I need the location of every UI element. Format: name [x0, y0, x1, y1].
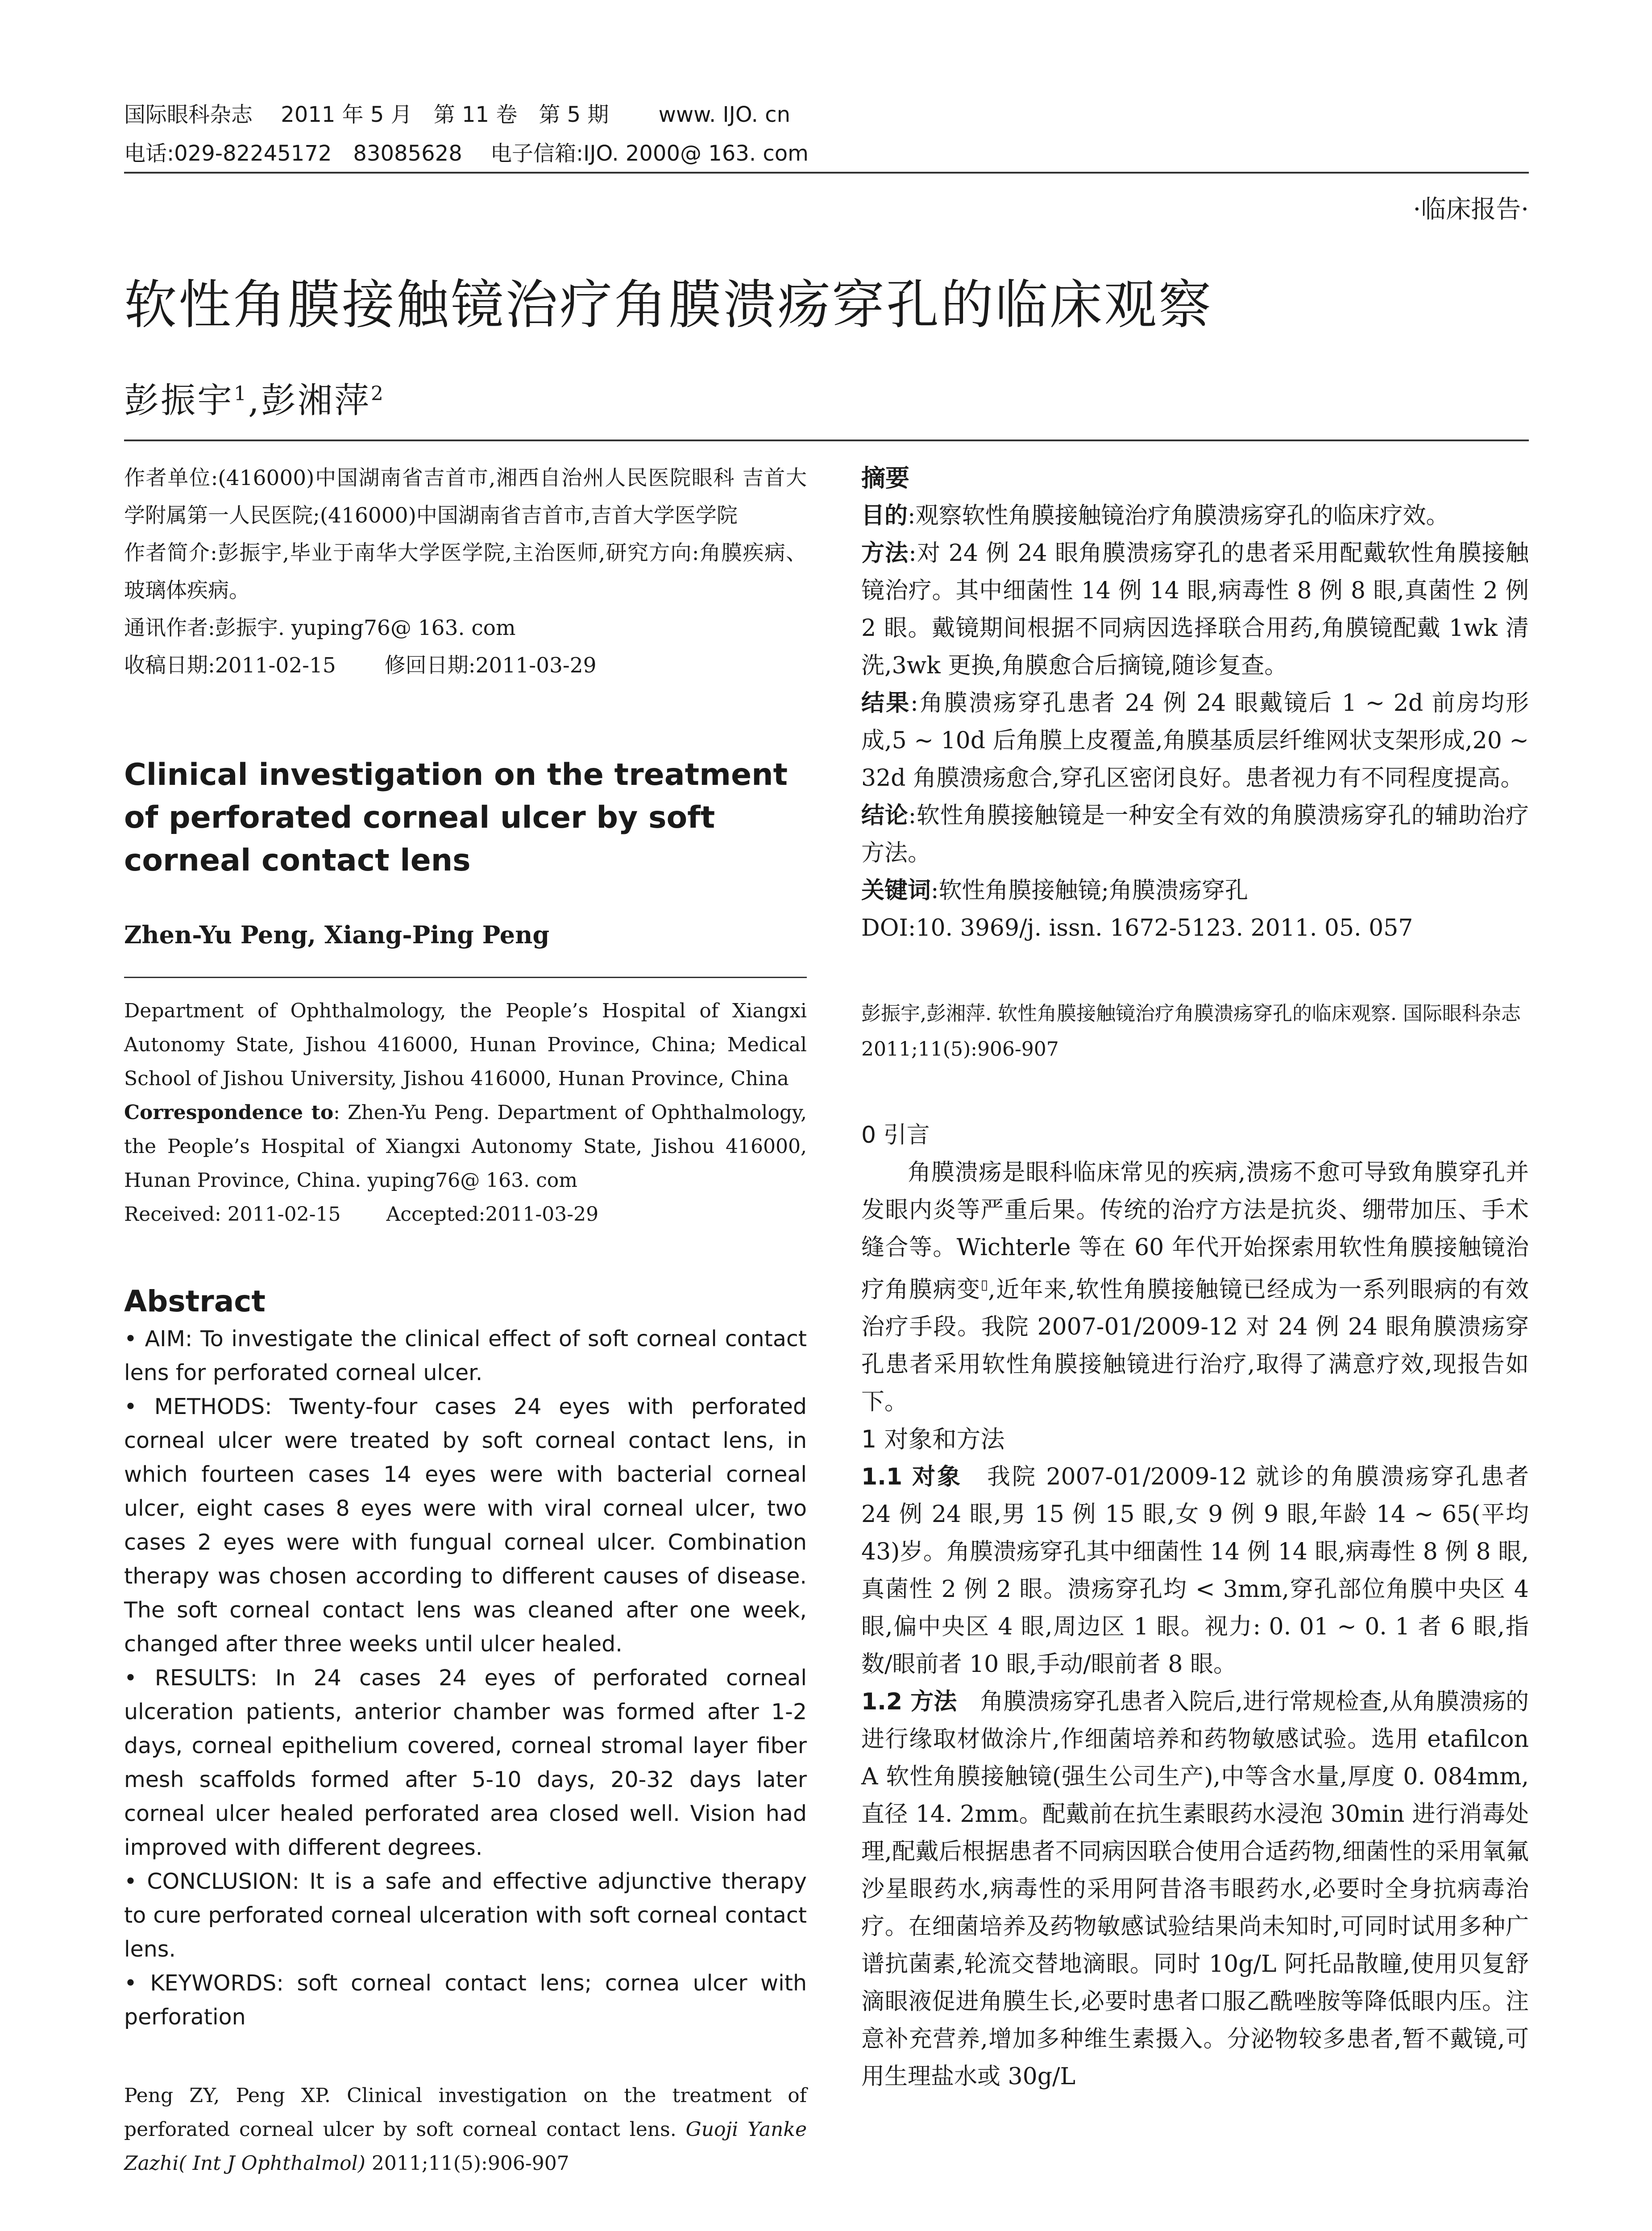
- abstract-cn: [861, 497, 1529, 947]
- abstract-cn-keywords: 关键词:软性角膜接触镜;角膜溃疡穿孔: [861, 877, 1249, 904]
- aim-label-cn: 目的: [861, 502, 908, 529]
- methods-heading: 1 对象和方法: [861, 1425, 1005, 1454]
- authors-rule: [124, 977, 807, 978]
- article-title-en: Clinical investigation on the treatment of perforated corneal ulcer by soft corneal contact lens: [124, 757, 788, 878]
- journal-header-line2: 电话:029-82245172 83085628 电子信箱:IJO. 2000@ 163. com: [124, 141, 809, 166]
- abstract-conclusion: • CONCLUSION: It is a safe and effective adjunctive therapy to cure perforated corneal ulceration with soft corneal contact lens.: [124, 1869, 807, 1962]
- author-1: 彭振宇: [124, 381, 234, 421]
- abstract-cn-results: 结果:角膜溃疡穿孔患者 24 例 24 眼戴镜后 1 ~ 2d 前房均形成,5 ~ 10d 后角膜上皮覆盖,角膜基质层纤维网状支架形成,20 ~ 32d 角膜溃疡愈合,穿孔区密闭良好。患者视力有不同程度提高。: [861, 690, 1529, 792]
- abstract-heading-cn: 摘要: [861, 464, 909, 492]
- subjects-label: 1.1 对象: [861, 1464, 963, 1491]
- article-title-cn: 软性角膜接触镜治疗角膜溃疡穿孔的临床观察: [124, 274, 1213, 336]
- method-paragraph: 1.2 方法 角膜溃疡穿孔患者入院后,进行常规检查,从角膜溃疡的进行缘取材做涂片,作细菌培养和药物敏感试验。选用 etafilcon A 软性角膜接触镜(强生公司生产),中等含水量,厚度 0. 084mm,直径 14. 2mm。配戴前在抗生素眼药水浸泡 30min 进行消毒处理,配戴后根据患者不同病因联合使用合适药物,细菌性的采用氧氟沙星眼药水,病毒性的采用阿昔洛韦眼药水,必要时全身抗病毒治疗。在细菌培养及药物敏感试验结果尚未知时,可同时试用多种广谱抗菌素,轮流交替地滴眼。同时 10g/L 阿托品散瞳,使用贝复舒滴眼液促进角膜生长,必要时患者口服乙酰唑胺等降低眼内压。注意补充营养,增加多种维生素摄入。分泌物较多患者,暂不戴镜,可用生理盐水或 30g/L: [861, 1688, 1529, 2090]
- citation-en-tail: 2011;11(5):906-907: [365, 2152, 569, 2175]
- intro-body: [861, 1154, 1529, 1421]
- abstract-cn-conclusion: 结论:软性角膜接触镜是一种安全有效的角膜溃疡穿孔的辅助治疗方法。: [861, 802, 1529, 867]
- abstract-cn-methods: 方法:对 24 例 24 眼角膜溃疡穿孔的患者采用配戴软性角膜接触镜治疗。其中细菌性 14 例 14 眼,病毒性 8 例 8 眼,真菌性 2 例 2 眼。戴镜期间根据不同病因选择联合用药,角膜镜配戴 1wk 清洗,3wk 更换,角膜愈合后摘镜,随诊复查。: [861, 540, 1529, 679]
- intro-paragraph: 角膜溃疡是眼科临床常见的疾病,溃疡不愈可导致角膜穿孔并发眼内炎等严重后果。传统的治疗方法是抗炎、绷带加压、手术缝合等。Wichterle 等在 60 年代开始探索用软性角膜接触镜治疗角膜病变▯,近年来,软性角膜接触镜已经成为一系列眼病的有效治疗手段。我院 2007-01/2009-12 对 24 例 24 眼角膜溃疡穿孔患者采用软性角膜接触镜进行治疗,取得了满意疗效,现报告如下。: [861, 1159, 1529, 1416]
- abstract-methods: • METHODS: Twenty-four cases 24 eyes with perforated corneal ulcer were treated by soft corneal contact lens, in which fourteen cases 14 eyes were with bacterial corneal ulcer, eight cases 8 eyes were with viral corneal ulcer, two cases 2 eyes were with fungual corneal ulcer. Combination therapy was chosen according to different causes of disease. The soft corneal contact lens was cleaned after one week, changed after three weeks until ulcer healed.: [124, 1394, 807, 1657]
- correspondence-en-text: : Zhen-Yu Peng. Department of Ophthalmology, the People’s Hospital of Xiangxi Autonomy State, Jishou 416000, Hunan Province, China. yuping76@ 163. com: [124, 1101, 807, 1192]
- keywords-label-cn: 关键词: [861, 877, 931, 904]
- header-rule: [124, 172, 1529, 174]
- title-rule: [124, 440, 1529, 441]
- method-label: 1.2 方法: [861, 1688, 957, 1716]
- abstract-results: • RESULTS: In 24 cases 24 eyes of perforated corneal ulceration patients, anterior chamber was formed after 1-2 days, corneal epithelium covered, corneal stromal layer fiber mesh scaffolds formed after 5-10 days, 20-32 days later corneal ulcer healed perforated area closed well. Vision had improved with different degrees.: [124, 1665, 807, 1860]
- abstract-cn-aim: 目的:观察软性角膜接触镜治疗角膜溃疡穿孔的临床疗效。: [861, 502, 1449, 529]
- bio-cn: 作者简介:彭振宇,毕业于南华大学医学院,主治医师,研究方向:角膜疾病、玻璃体疾病。: [124, 541, 807, 603]
- author-2-mark: 2: [370, 382, 385, 405]
- correspondence-cn: 通讯作者:彭振宇. yuping76@ 163. com: [124, 616, 516, 640]
- author-1-mark: 1: [234, 382, 249, 405]
- methods-label-cn: 方法: [861, 540, 909, 567]
- left-column: [124, 460, 807, 2181]
- affiliation-en: [124, 994, 807, 1232]
- conclusion-label-cn: 结论: [861, 802, 909, 829]
- dates-cn: 收稿日期:2011-02-15 修回日期:2011-03-29: [124, 653, 597, 678]
- citation-cn: 彭振宇,彭湘萍. 软性角膜接触镜治疗角膜溃疡穿孔的临床观察. 国际眼科杂志 2011;11(5):906-907: [861, 1002, 1521, 1061]
- section-tag: ·临床报告·: [1413, 195, 1529, 224]
- citation-en-journal: Guoji Yanke Zazhi( Int J Ophthalmol): [124, 2118, 807, 2175]
- authors-cn: [124, 373, 385, 423]
- results-label-cn: 结果: [861, 690, 911, 717]
- right-column: [861, 460, 1529, 2095]
- abstract-keywords: • KEYWORDS: soft corneal contact lens; cornea ulcer with perforation: [124, 1970, 807, 2030]
- author-separator: ,: [248, 381, 261, 421]
- doi: DOI:10. 3969/j. issn. 1672-5123. 2011. 05. 057: [861, 915, 1413, 941]
- affiliation-en-text: Department of Ophthalmology, the People’s Hospital of Xiangxi Autonomy State, Jishou 416000, Hunan Province, China; Medical School of Jishou University, Jishou 416000, Hunan Province, China: [124, 999, 807, 1090]
- intro-heading: 0 引言: [861, 1122, 930, 1149]
- subjects-paragraph: 1.1 对象 我院 2007-01/2009-12 就诊的角膜溃疡穿孔患者 24 例 24 眼,男 15 例 15 眼,女 9 例 9 眼,年龄 14 ~ 65(平均 43)岁。角膜溃疡穿孔其中细菌性 14 例 14 眼,病毒性 8 例 8 眼,真菌性 2 例 2 眼。溃疡穿孔均 < 3mm,穿孔部位角膜中央区 4 眼,偏中央区 4 眼,周边区 1 眼。视力: 0. 01 ~ 0. 1 者 6 眼,指数/眼前者 10 眼,手动/眼前者 8 眼。: [861, 1464, 1529, 1678]
- abstract-aim: • AIM: To investigate the clinical effect of soft corneal contact lens for perforated corneal ulcer.: [124, 1326, 807, 1385]
- abstract-heading-en: Abstract: [124, 1284, 266, 1319]
- reference-mark-icon: ▯: [980, 1277, 988, 1293]
- affiliation-cn: 作者单位:(416000)中国湖南省吉首市,湘西自治州人民医院眼科 吉首大学附属第一人民医院;(416000)中国湖南省吉首市,吉首大学医学院: [124, 466, 807, 528]
- dates-en: Received: 2011-02-15 Accepted:2011-03-29: [124, 1203, 599, 1226]
- author-info-cn: [124, 460, 807, 684]
- citation-en: [124, 2079, 807, 2181]
- author-2: 彭湘萍: [261, 381, 371, 421]
- abstract-en: [124, 1322, 807, 2034]
- journal-header-line1: 国际眼科杂志 2011 年 5 月 第 11 卷 第 5 期 www. IJO. cn: [124, 102, 790, 127]
- citation-en-text: Peng ZY, Peng XP. Clinical investigation on the treatment of perforated corneal ulcer by soft corneal contact lens.: [124, 2084, 807, 2141]
- correspondence-label: Correspondence to: [124, 1101, 334, 1124]
- authors-en: Zhen-Yu Peng, Xiang-Ping Peng: [124, 921, 550, 949]
- methods-body: [861, 1458, 1529, 2095]
